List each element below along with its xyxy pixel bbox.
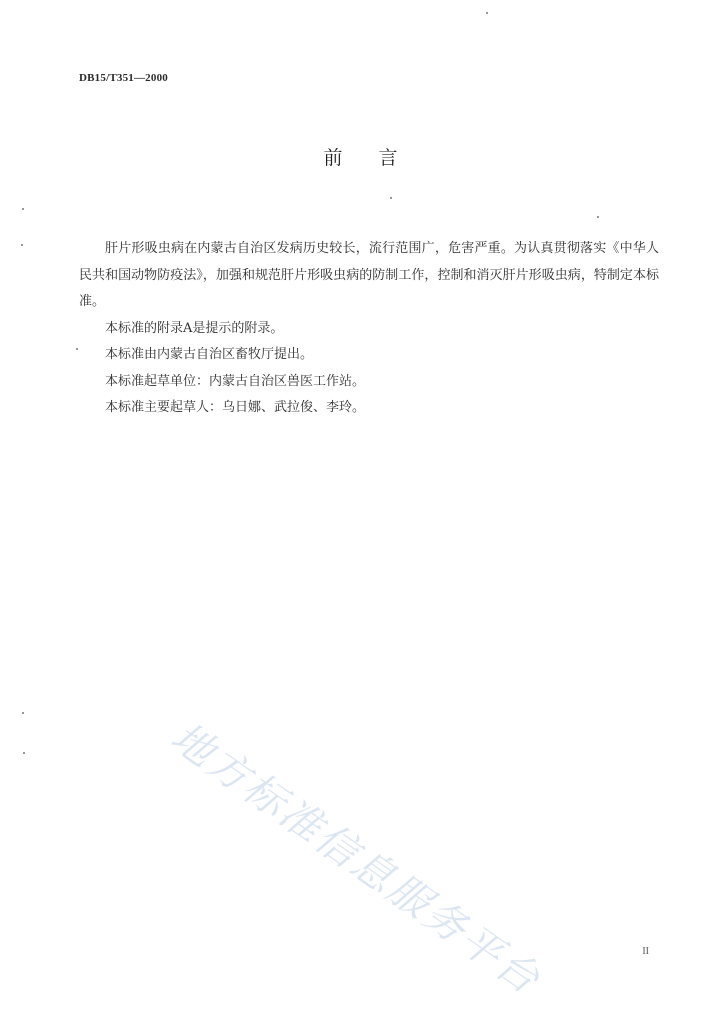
page-number: II	[642, 946, 649, 957]
scan-speck	[22, 712, 24, 714]
scan-speck	[21, 244, 23, 246]
paragraph-proposer: 本标准由内蒙古自治区畜牧厅提出。	[105, 347, 314, 362]
foreword-body	[79, 236, 659, 422]
paragraph-intro: 肝片形吸虫病在内蒙古自治区发病历史较长，流行范围广，危害严重。为认真贯彻落实《中华人民共和国动物防疫法》，加强和规范肝片形吸虫病的防制工作，控制和消灭肝片形吸虫病，特制定本标准。	[79, 241, 659, 309]
watermark-text: 地方标准信息服务平台	[162, 712, 551, 1005]
section-title: 前言	[323, 147, 434, 169]
paragraph-drafting-unit: 本标准起草单位：内蒙古自治区兽医工作站。	[105, 373, 366, 389]
scan-speck	[22, 208, 24, 210]
document-code: DB15/T351—2000	[79, 72, 168, 84]
scan-speck	[390, 197, 392, 199]
scan-speck	[76, 348, 78, 350]
paragraph-appendix: 本标准的附录A是提示的附录。	[105, 320, 284, 336]
scan-speck	[597, 216, 599, 218]
scan-speck	[486, 12, 488, 14]
paragraph-drafters: 本标准主要起草人：乌日娜、武拉俊、李玲。	[105, 400, 366, 415]
scan-speck	[23, 752, 25, 754]
